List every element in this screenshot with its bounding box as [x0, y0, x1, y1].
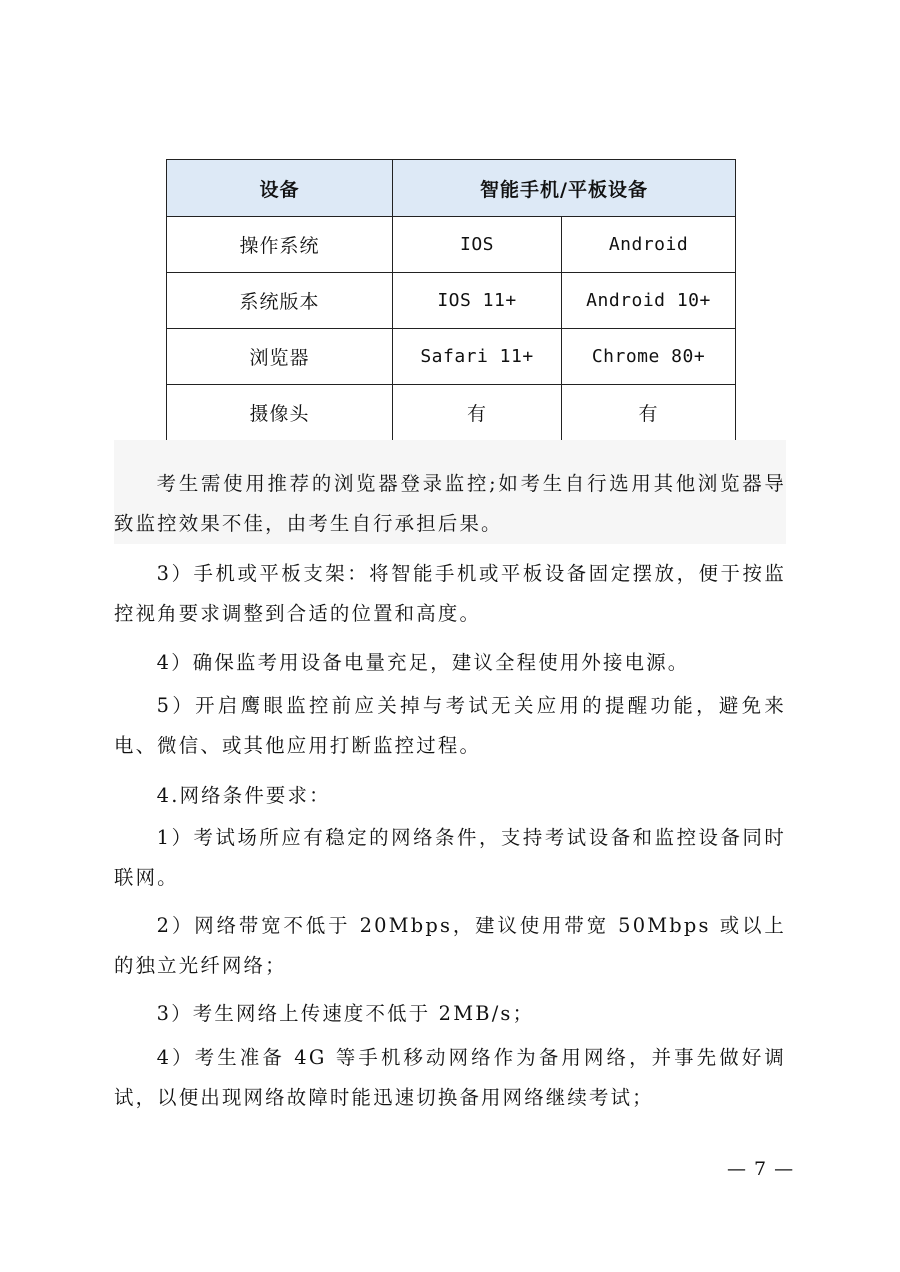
table-row: [167, 385, 736, 441]
table-header-row: [167, 160, 736, 217]
table-row: [167, 329, 736, 385]
android-cell: Android: [562, 217, 736, 273]
device-requirements-table: [166, 159, 736, 441]
ios-cell: IOS: [393, 217, 562, 273]
row-label: 摄像头: [167, 385, 393, 441]
android-cell: 有: [562, 385, 736, 441]
row-label: 操作系统: [167, 217, 393, 273]
browser-note-paragraph: 考生需使用推荐的浏览器登录监控;如考生自行选用其他浏览器导致监控效果不佳，由考生自行承担后果。: [114, 472, 786, 535]
row-label: 系统版本: [167, 273, 393, 329]
page-number: — 7 —: [727, 1158, 795, 1180]
header-device-type: 智能手机/平板设备: [393, 160, 736, 217]
bandwidth-paragraph: 2）网络带宽不低于 20Mbps，建议使用带宽 50Mbps 或以上的独立光纤网络；: [114, 914, 786, 977]
power-paragraph: 4）确保监考用设备电量充足，建议全程使用外接电源。: [156, 651, 690, 674]
ios-cell: 有: [393, 385, 562, 441]
ios-cell: Safari 11+: [393, 329, 562, 385]
table-row: [167, 273, 736, 329]
ios-cell: IOS 11+: [393, 273, 562, 329]
network-heading: 4.网络条件要求：: [156, 784, 331, 807]
android-cell: Android 10+: [562, 273, 736, 329]
upload-speed-paragraph: 3）考生网络上传速度不低于 2MB/s；: [156, 1002, 535, 1025]
network-stable-paragraph: 1）考试场所应有稳定的网络条件，支持考试设备和监控设备同时联网。: [114, 826, 786, 889]
table-row: [167, 217, 736, 273]
notification-paragraph: 5）开启鹰眼监控前应关掉与考试无关应用的提醒功能，避免来电、微信、或其他应用打断监控过程。: [114, 694, 786, 757]
row-label: 浏览器: [167, 329, 393, 385]
header-device: 设备: [167, 160, 393, 217]
android-cell: Chrome 80+: [562, 329, 736, 385]
stand-paragraph: 3）手机或平板支架：将智能手机或平板设备固定摆放，便于按监控视角要求调整到合适的位置和高度。: [114, 562, 786, 625]
backup-network-paragraph: 4）考生准备 4G 等手机移动网络作为备用网络，并事先做好调试，以便出现网络故障时能迅速切换备用网络继续考试；: [114, 1046, 786, 1109]
